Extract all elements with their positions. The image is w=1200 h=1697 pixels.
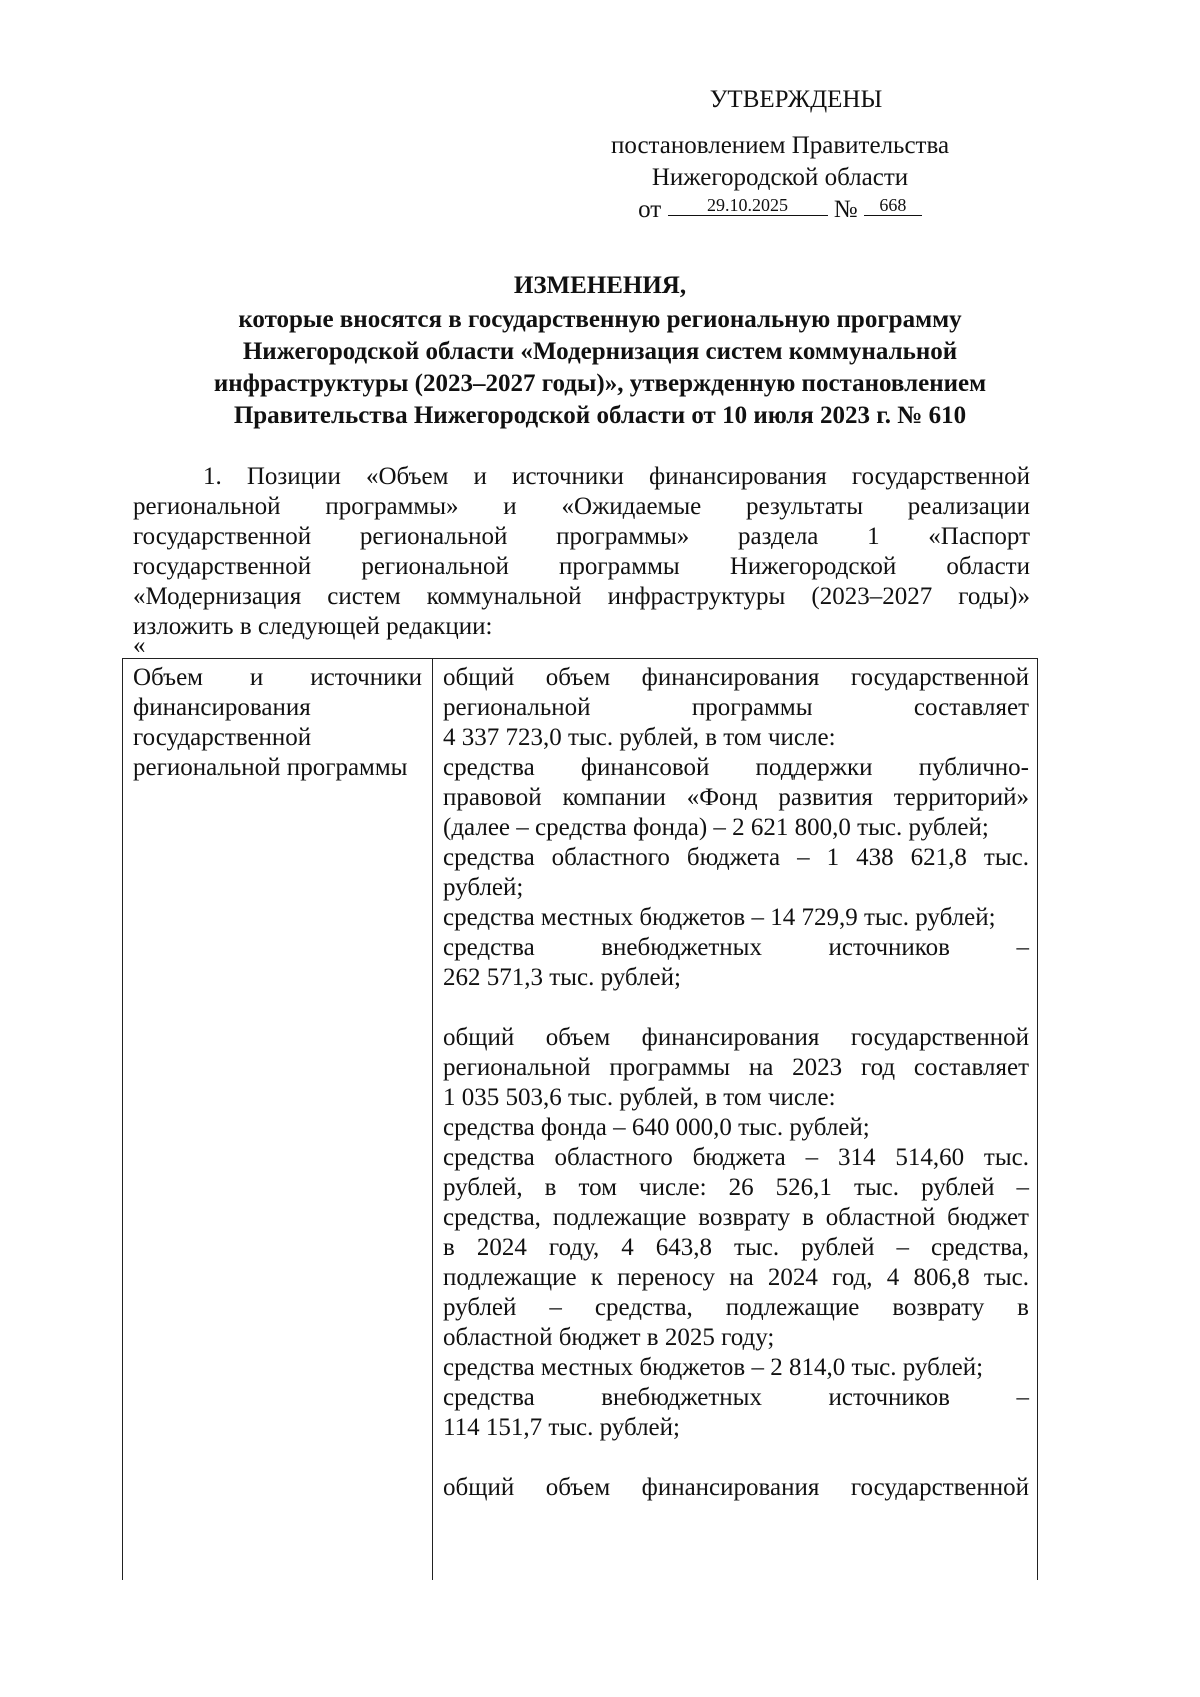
cell-line: средства местных бюджетов – 2 814,0 тыс. рублей;: [443, 1354, 984, 1381]
cell-line: средства фонда – 640 000,0 тыс. рублей;: [443, 1114, 870, 1141]
cell-line: в 2024 году, 4 643,8 тыс. рублей – средства,: [443, 1234, 1029, 1261]
approval-number: 668: [864, 195, 922, 216]
cell-line: (далее – средства фонда) – 2 621 800,0 тыс. рублей;: [443, 814, 989, 841]
approval-block: [560, 84, 1000, 226]
cell-line: средства финансовой поддержки публично-: [443, 754, 1029, 781]
table-cell-label: [123, 659, 433, 1580]
cell-line: средства областного бюджета – 1 438 621,8 тыс.: [443, 844, 1029, 871]
cell-line: средства местных бюджетов – 14 729,9 тыс. рублей;: [443, 904, 996, 931]
cell-line: общий объем финансирования государственной: [443, 1474, 1029, 1501]
cell-line: рублей, в том числе: 26 526,1 тыс. рублей –: [443, 1174, 1029, 1201]
cell-line: областной бюджет в 2025 году;: [443, 1324, 775, 1351]
cell-line: общий объем финансирования государственной: [443, 664, 1029, 691]
passport-table: [122, 658, 1038, 1580]
heading-line: инфраструктуры (2023–2027 годы)», утвержденную постановлением: [213, 370, 987, 397]
opening-quote: «: [133, 632, 146, 659]
cell-line: рублей – средства, подлежащие возврату в: [443, 1294, 1029, 1321]
cell-line: финансирования: [133, 694, 311, 721]
cell-line: средства внебюджетных источников –: [443, 934, 1029, 961]
cell-line: средства внебюджетных источников –: [443, 1384, 1029, 1411]
body-paragraph: [133, 462, 1030, 642]
approval-title: УТВЕРЖДЕНЫ: [709, 86, 883, 113]
paragraph-line: 1. Позиции «Объем и источники финансирования государственной: [203, 463, 1030, 490]
paragraph-line: региональной программы» и «Ожидаемые результаты реализации: [133, 493, 1030, 520]
paragraph-line: государственной региональной программы» раздела 1 «Паспорт: [133, 523, 1030, 550]
table-cell-value: [433, 659, 1037, 1580]
cell-line: правовой компании «Фонд развития территорий»: [443, 784, 1029, 811]
heading-line: которые вносятся в государственную региональную программу: [238, 306, 962, 333]
cell-line: средства областного бюджета – 314 514,60 тыс.: [443, 1144, 1029, 1171]
approval-date-number-line: [560, 194, 1000, 226]
cell-line: 114 151,7 тыс. рублей;: [443, 1414, 680, 1441]
cell-line: рублей;: [443, 874, 524, 901]
cell-line: 262 571,3 тыс. рублей;: [443, 964, 681, 991]
cell-line: региональной программы на 2023 год составляет: [443, 1054, 1029, 1081]
cell-line: 4 337 723,0 тыс. рублей, в том числе:: [443, 724, 836, 751]
cell-line: региональной программы: [133, 754, 408, 781]
heading-line: Нижегородской области «Модернизация систем коммунальной: [242, 338, 958, 365]
number-label: №: [833, 196, 858, 223]
from-label: от: [638, 196, 662, 223]
cell-blank-line: [443, 993, 1029, 1023]
approval-line-1: постановлением Правительства: [610, 132, 950, 159]
cell-line: региональной программы составляет: [443, 694, 1029, 721]
approval-line-2: Нижегородской области: [651, 164, 909, 191]
approval-date: 29.10.2025: [668, 195, 828, 216]
cell-line: подлежащие к переносу на 2024 год, 4 806,8 тыс.: [443, 1264, 1029, 1291]
heading-line: Правительства Нижегородской области от 10 июля 2023 г. № 610: [233, 402, 967, 429]
heading-main: ИЗМЕНЕНИЯ,: [513, 272, 687, 299]
cell-line: общий объем финансирования государственной: [443, 1024, 1029, 1051]
paragraph-line: государственной региональной программы Нижегородской области: [133, 553, 1030, 580]
cell-line: 1 035 503,6 тыс. рублей, в том числе:: [443, 1084, 836, 1111]
document-heading: [150, 270, 1050, 432]
cell-line: государственной: [133, 724, 312, 751]
cell-line: средства, подлежащие возврату в областной бюджет: [443, 1204, 1029, 1231]
paragraph-line: «Модернизация систем коммунальной инфраструктуры (2023–2027 годы)»: [133, 583, 1030, 610]
cell-blank-line: [443, 1443, 1029, 1473]
cell-line: Объем и источники: [133, 664, 422, 691]
paragraph-line: изложить в следующей редакции:: [133, 613, 493, 640]
